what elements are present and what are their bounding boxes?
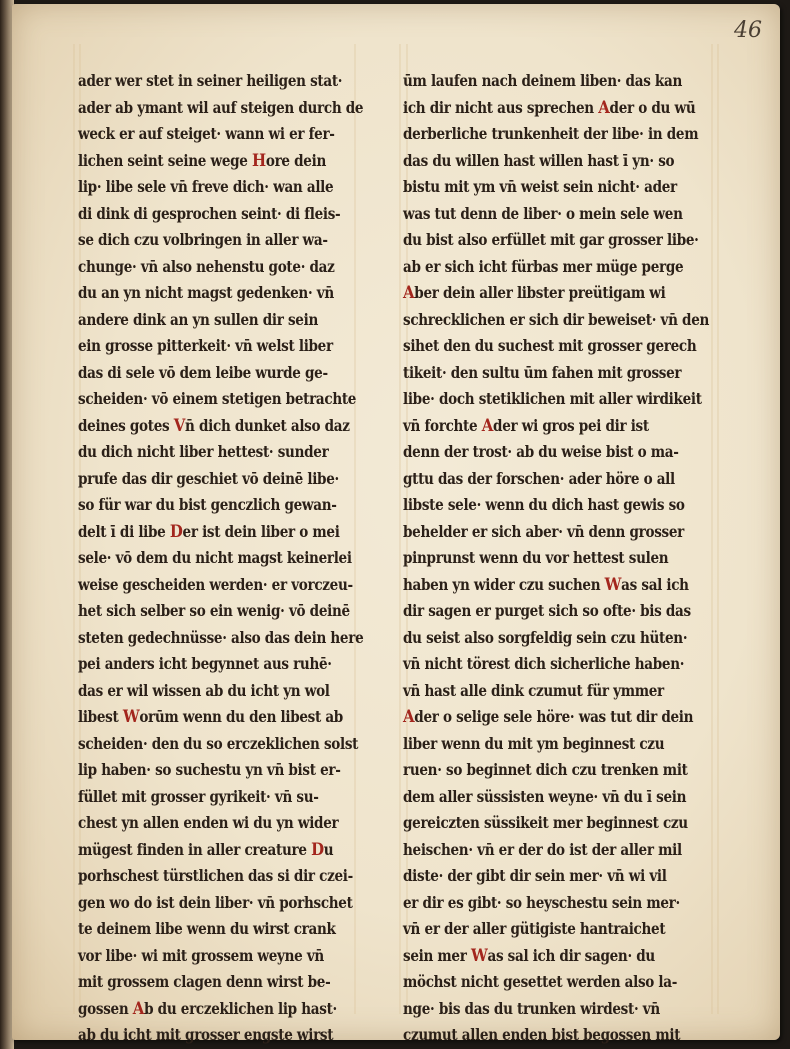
text-line: bistu mit ym vn̄ weist sein nicht· ader (403, 178, 677, 196)
text-line: behelder er sich aber· vn̄ denn grosser (403, 522, 684, 541)
text-line: weck er auf steiget· wann wi er fer- (78, 125, 335, 143)
folio-number: 46 (734, 18, 762, 43)
text-line: mügest finden in aller creature Du (78, 839, 334, 860)
text-line: deines gotes Vn̄ dich dunket also daz (78, 415, 350, 436)
text-line: ūm laufen nach deinem liben· das kan (403, 72, 683, 90)
text-line: heischen· vn̄ er der do ist der aller mil (403, 840, 682, 859)
text-line: derberliche trunkenheit der libe· in dem (403, 125, 699, 143)
text-line: di dink di gesprochen seint· di fleis- (78, 204, 341, 223)
text-line: Aber dein aller libster preütigam wi (403, 283, 666, 303)
text-line: ab du icht mit grosser engste wirst (78, 1026, 334, 1044)
text-line: dir sagen er purget sich so ofte· bis das (403, 602, 691, 620)
text-line: das du willen hast willen hast ī yn· so (403, 151, 675, 170)
rubricated-initial: H (252, 150, 266, 171)
text-line: scheiden· vō einem stetigen betrachte (78, 390, 357, 408)
text-line: chunge· vn̄ also nehenstu gote· daz (78, 257, 335, 276)
rubricated-initial: A (403, 283, 415, 303)
text-line: du seist also sorgfeldig sein czu hüten· (403, 628, 688, 647)
rubricated-initial: A (481, 415, 494, 436)
text-line: tikeit· den sultu ūm fahen mit grosser (403, 363, 682, 382)
text-line: mit grossem clagen denn wirst be- (78, 973, 331, 991)
text-line: so für war du bist genczlich gewan- (78, 496, 337, 514)
text-line: du dich nicht liber hettest· sunder (78, 443, 329, 461)
text-line: diste· der gibt dir sein mer· vn̄ wi vil (403, 867, 667, 885)
text-line: vn̄ hast alle dink czumut für ymmer (403, 681, 664, 700)
text-line: gttu das der forschen· ader höre o all (403, 469, 675, 488)
text-line: was tut denn de liber· o mein sele wen (403, 204, 683, 223)
rubricated-initial: D (311, 839, 324, 860)
text-line: se dich czu volbringen in aller wa- (78, 231, 328, 249)
text-line: sihet den du suchest mit grosser gerech (403, 337, 697, 355)
rubricated-initial: A (403, 707, 415, 727)
text-line: gossen Ab du erczeklichen lip hast· (78, 998, 337, 1019)
text-line: het sich selber so ein wenig· vō deinē (78, 602, 350, 620)
text-line: vor libe· wi mit grossem weyne vn̄ (78, 946, 324, 965)
text-line: pinprunst wenn du vor hettest sulen (403, 549, 669, 567)
text-line: czumut allen enden bist begossen mit (403, 1026, 681, 1044)
text-line: liber wenn du mit ym beginnest czu (403, 734, 665, 753)
text-line: lip· libe sele vn̄ freve dich· wan alle (78, 178, 334, 196)
text-line: te deinem libe wenn du wirst crank (78, 920, 336, 938)
text-line: porhschest türstlichen das si dir czei- (78, 867, 353, 885)
text-line: lichen seint seine wege Hore dein (78, 150, 326, 171)
rubricated-initial: V (173, 415, 186, 436)
text-line: ruen· so beginnet dich czu trenken mit (403, 761, 688, 779)
text-line: gereiczten süssikeit mer beginnest czu (403, 814, 688, 832)
text-line: vn̄ forchte Ader wi gros pei dir ist (403, 415, 649, 436)
text-line: vn̄ nicht törest dich sicherliche haben· (403, 655, 685, 673)
text-line: ein grosse pitterkeit· vn̄ welst liber (78, 337, 333, 355)
right-text-column (403, 68, 723, 1049)
text-line: Ader o selige sele höre· was tut dir dein (403, 707, 694, 727)
text-line: andere dink an yn sullen dir sein (78, 310, 318, 329)
left-text-column (78, 68, 368, 1049)
text-line: scheiden· den du so erczeklichen solst (78, 734, 359, 753)
rubricated-initial: W (604, 574, 622, 595)
text-line: lip haben· so suchestu yn vn̄ bist er- (78, 761, 341, 779)
rubricated-initial: D (169, 521, 183, 542)
text-line: libe· doch stetiklichen mit aller wirdikeit (403, 390, 702, 408)
text-line: libste sele· wenn du dich hast gewis so (403, 496, 685, 514)
text-line: füllet mit grosser gyrikeit· vn̄ su- (78, 787, 319, 806)
text-line: weise gescheiden werden· er vorczeu- (78, 575, 353, 594)
text-line: du bist also erfüllet mit gar grosser libe· (403, 231, 699, 249)
text-line: steten gedechnüsse· also das dein here (78, 628, 364, 647)
text-line: sele· vō dem du nicht magst keinerlei (78, 549, 352, 567)
text-line: pei anders icht begynnet aus ruhē· (78, 655, 332, 673)
rubricated-initial: A (132, 998, 145, 1019)
text-line: er dir es gibt· so heyschestu sein mer· (403, 893, 680, 912)
text-line: ader ab ymant wil auf steigen durch de (78, 98, 364, 117)
text-line: vn̄ er der aller gütigiste hantraichet (403, 920, 666, 938)
text-line: prufe das dir geschiet vō deinē libe· (78, 469, 339, 488)
text-line: schrecklichen er sich dir beweiset· vn̄ den (403, 310, 710, 329)
text-line: du an yn nicht magst gedenken· vn̄ (78, 284, 334, 302)
text-line: nge· bis das du trunken wirdest· vn̄ (403, 999, 660, 1018)
text-line: möchst nicht gesettet werden also la- (403, 973, 678, 991)
text-line: denn der trost· ab du weise bist o ma- (403, 443, 679, 461)
text-line: sein mer Was sal ich dir sagen· du (403, 945, 655, 966)
text-line: ader wer stet in seiner heiligen stat· (78, 72, 343, 90)
rubricated-initial: A (598, 97, 610, 118)
text-line: ab er sich icht fürbas mer müge perge (403, 257, 684, 276)
text-line: gen wo do ist dein liber· vn̄ porhschet (78, 893, 353, 912)
text-line: haben yn wider czu suchen Was sal ich (403, 574, 689, 595)
text-line: dem aller süssisten weyne· vn̄ du ī sein (403, 787, 687, 806)
text-line: das er wil wissen ab du icht yn wol (78, 681, 330, 700)
text-line: das di sele vō dem leibe wurde ge- (78, 363, 328, 382)
text-line: libest Worūm wenn du den libest ab (78, 707, 343, 727)
text-line: chest yn allen enden wi du yn wider (78, 814, 339, 832)
text-line: ich dir nicht aus sprechen Ader o du wū (403, 97, 696, 118)
rubricated-initial: W (122, 707, 140, 727)
rubricated-initial: W (470, 945, 488, 966)
text-line: delt ī di libe Der ist dein liber o mei (78, 521, 340, 542)
